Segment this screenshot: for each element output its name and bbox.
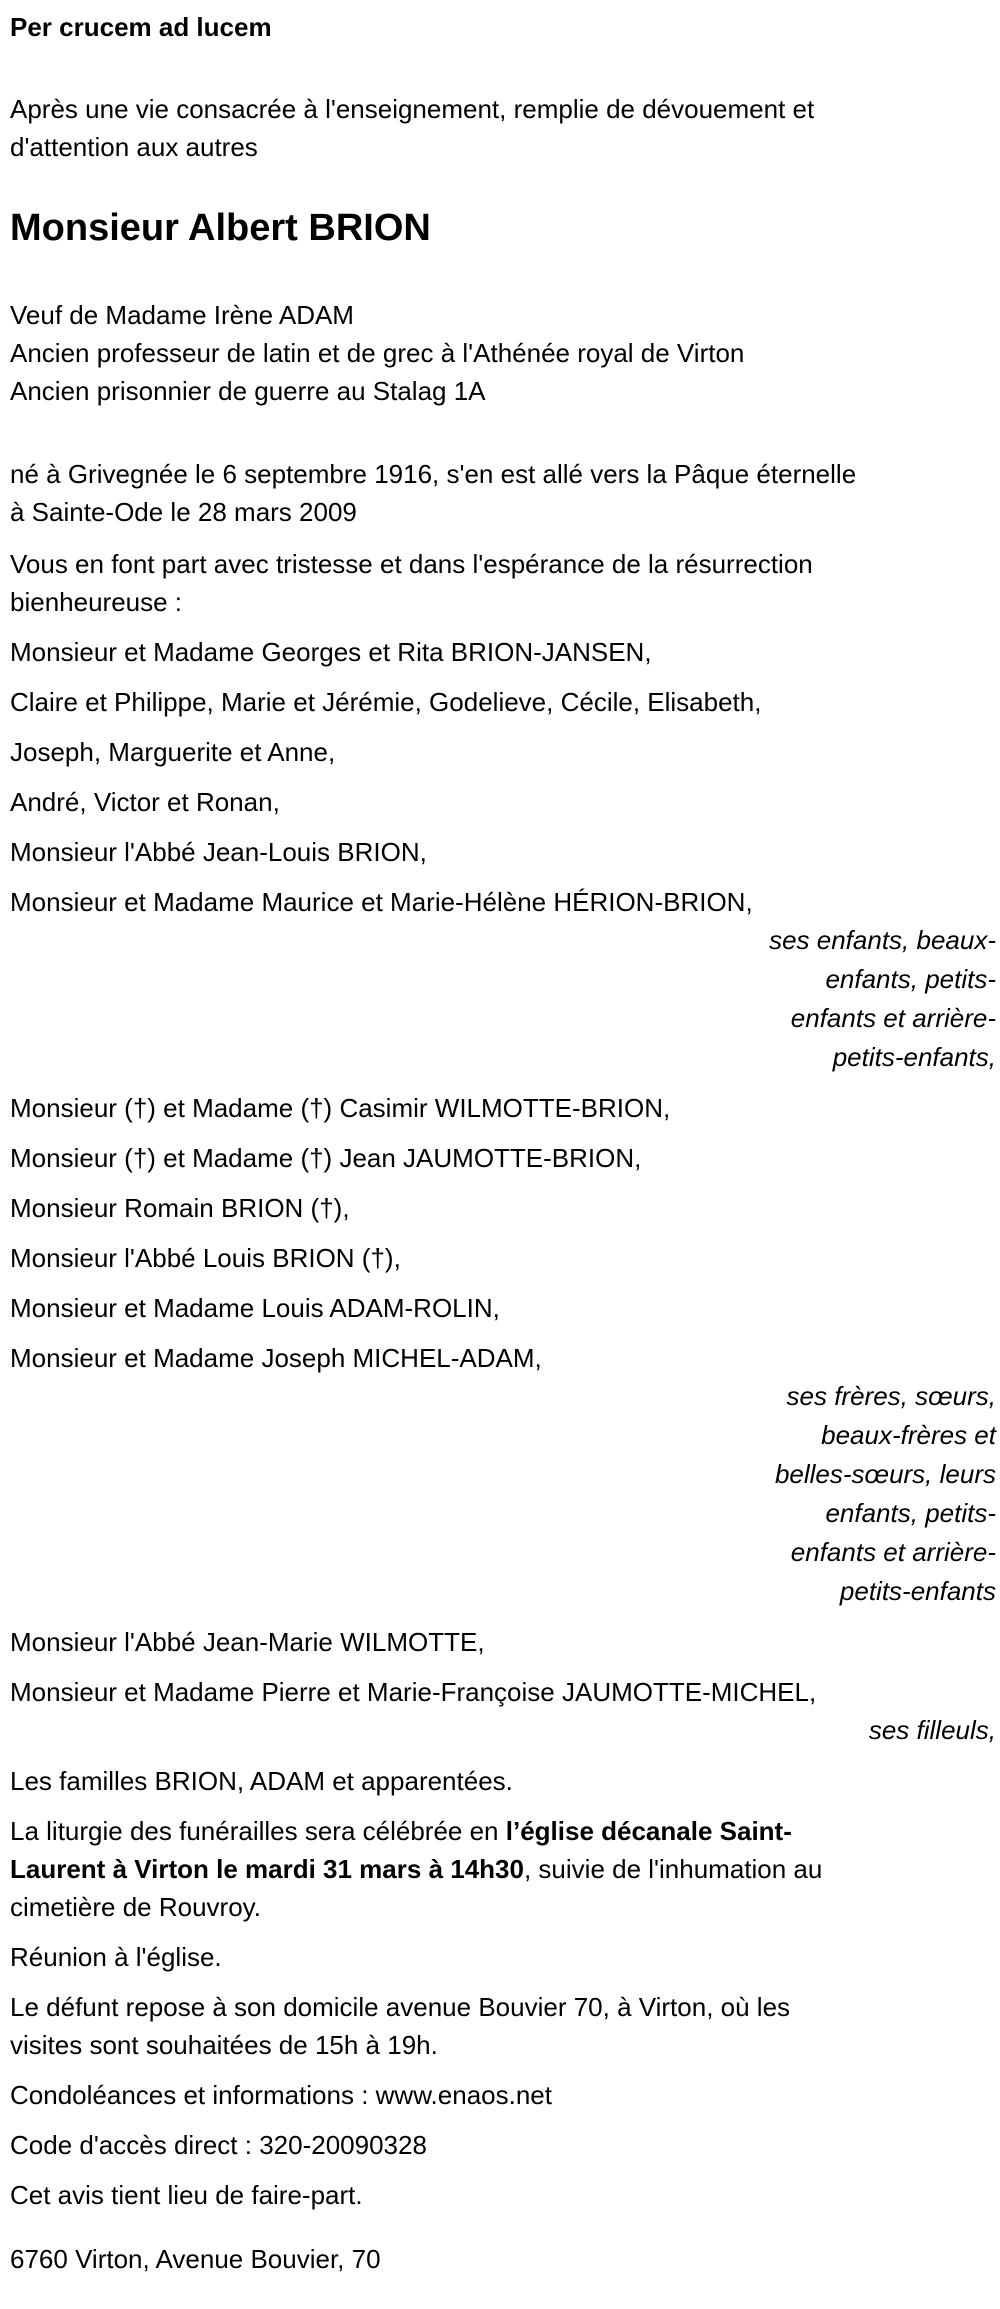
announcement-line: Vous en font part avec tristesse et dans l'espérance de la résurrection: [10, 549, 813, 579]
meeting-line: Réunion à l'église.: [10, 1942, 222, 1972]
intro-paragraph: [10, 90, 996, 166]
ceremony-line: [10, 1812, 996, 1850]
visitation-paragraph: [10, 1988, 996, 2064]
biography-paragraph: [10, 296, 996, 410]
family-member-line: Monsieur (†) et Madame (†) Jean JAUMOTTE-BRION,: [10, 1143, 642, 1173]
family-member-line: Monsieur l'Abbé Jean-Louis BRION,: [10, 837, 427, 867]
life-dates-paragraph: [10, 455, 996, 531]
family-member-line: Monsieur et Madame Louis ADAM-ROLIN,: [10, 1293, 500, 1323]
visitation-line: visites sont souhaitées de 15h à 19h.: [10, 2030, 438, 2060]
life-dates-line: à Sainte-Ode le 28 mars 2009: [10, 497, 357, 527]
ceremony-line: cimetière de Rouvroy.: [10, 1892, 261, 1922]
note-line: petits-enfants,: [832, 1042, 996, 1072]
intro-line: Après une vie consacrée à l'enseignement, remplie de dévouement et: [10, 94, 815, 124]
family-member-line: Monsieur l'Abbé Louis BRION (†),: [10, 1243, 401, 1273]
announcement-paragraph: [10, 545, 996, 621]
deceased-name: Monsieur Albert BRION: [10, 207, 431, 249]
family-member-line: Monsieur et Madame Maurice et Marie-Hélène HÉRION-BRION,: [10, 887, 753, 917]
motto-text: Per crucem ad lucem: [10, 12, 272, 42]
note-line: petits-enfants: [839, 1576, 996, 1606]
bio-line: Ancien prisonnier de guerre au Stalag 1A: [10, 376, 486, 406]
family-member-line: Monsieur l'Abbé Jean-Marie WILMOTTE,: [10, 1627, 485, 1657]
life-dates-line: né à Grivegnée le 6 septembre 1916, s'en est allé vers la Pâque éternelle: [10, 459, 857, 489]
ceremony-line: [10, 1850, 996, 1888]
address-line: 6760 Virton, Avenue Bouvier, 70: [10, 2244, 381, 2274]
family-relation-note: [10, 1377, 996, 1611]
notice-line: Cet avis tient lieu de faire-part.: [10, 2180, 363, 2210]
family-member-line: André, Victor et Ronan,: [10, 787, 280, 817]
note-line: ses enfants, beaux-: [769, 925, 996, 955]
family-member-line: Monsieur Romain BRION (†),: [10, 1193, 350, 1223]
note-line: enfants et arrière-: [790, 1537, 996, 1567]
families-line: Les familles BRION, ADAM et apparentées.: [10, 1766, 513, 1796]
intro-line: d'attention aux autres: [10, 132, 258, 162]
ceremony-text: , suivie de l'inhumation au: [523, 1854, 823, 1884]
note-line: beaux-frères et: [821, 1420, 996, 1450]
note-line: ses filleuls,: [868, 1715, 996, 1745]
access-code-line: Code d'accès direct : 320-20090328: [10, 2130, 427, 2160]
note-line: enfants et arrière-: [790, 1003, 996, 1033]
note-line: ses frères, sœurs,: [786, 1381, 996, 1411]
bio-line: Veuf de Madame Irène ADAM: [10, 300, 354, 330]
ceremony-text: La liturgie des funérailles sera célébrée en: [10, 1816, 506, 1846]
note-line: belles-sœurs, leurs: [774, 1459, 996, 1489]
family-relation-note: [10, 921, 996, 1077]
family-member-line: Monsieur (†) et Madame (†) Casimir WILMOTTE-BRION,: [10, 1093, 671, 1123]
family-member-line: Monsieur et Madame Joseph MICHEL-ADAM,: [10, 1343, 542, 1373]
ceremony-church-bold: l’église décanale Saint-: [505, 1816, 792, 1846]
visitation-line: Le défunt repose à son domicile avenue Bouvier 70, à Virton, où les: [10, 1992, 791, 2022]
note-line: enfants, petits-: [825, 964, 996, 994]
family-member-line: Monsieur et Madame Pierre et Marie-Françoise JAUMOTTE-MICHEL,: [10, 1677, 817, 1707]
family-relation-note: [10, 1711, 996, 1750]
family-member-line: Claire et Philippe, Marie et Jérémie, Godelieve, Cécile, Elisabeth,: [10, 687, 762, 717]
note-line: enfants, petits-: [825, 1498, 996, 1528]
ceremony-datetime-bold: Laurent à Virton le mardi 31 mars à 14h30: [10, 1854, 524, 1884]
condolences-website-line: Condoléances et informations : www.enaos.net: [10, 2080, 552, 2110]
ceremony-paragraph: [10, 1812, 996, 1926]
family-member-line: Joseph, Marguerite et Anne,: [10, 737, 336, 767]
family-member-line: Monsieur et Madame Georges et Rita BRION-JANSEN,: [10, 637, 652, 667]
bio-line: Ancien professeur de latin et de grec à l'Athénée royal de Virton: [10, 338, 745, 368]
announcement-line: bienheureuse :: [10, 587, 183, 617]
